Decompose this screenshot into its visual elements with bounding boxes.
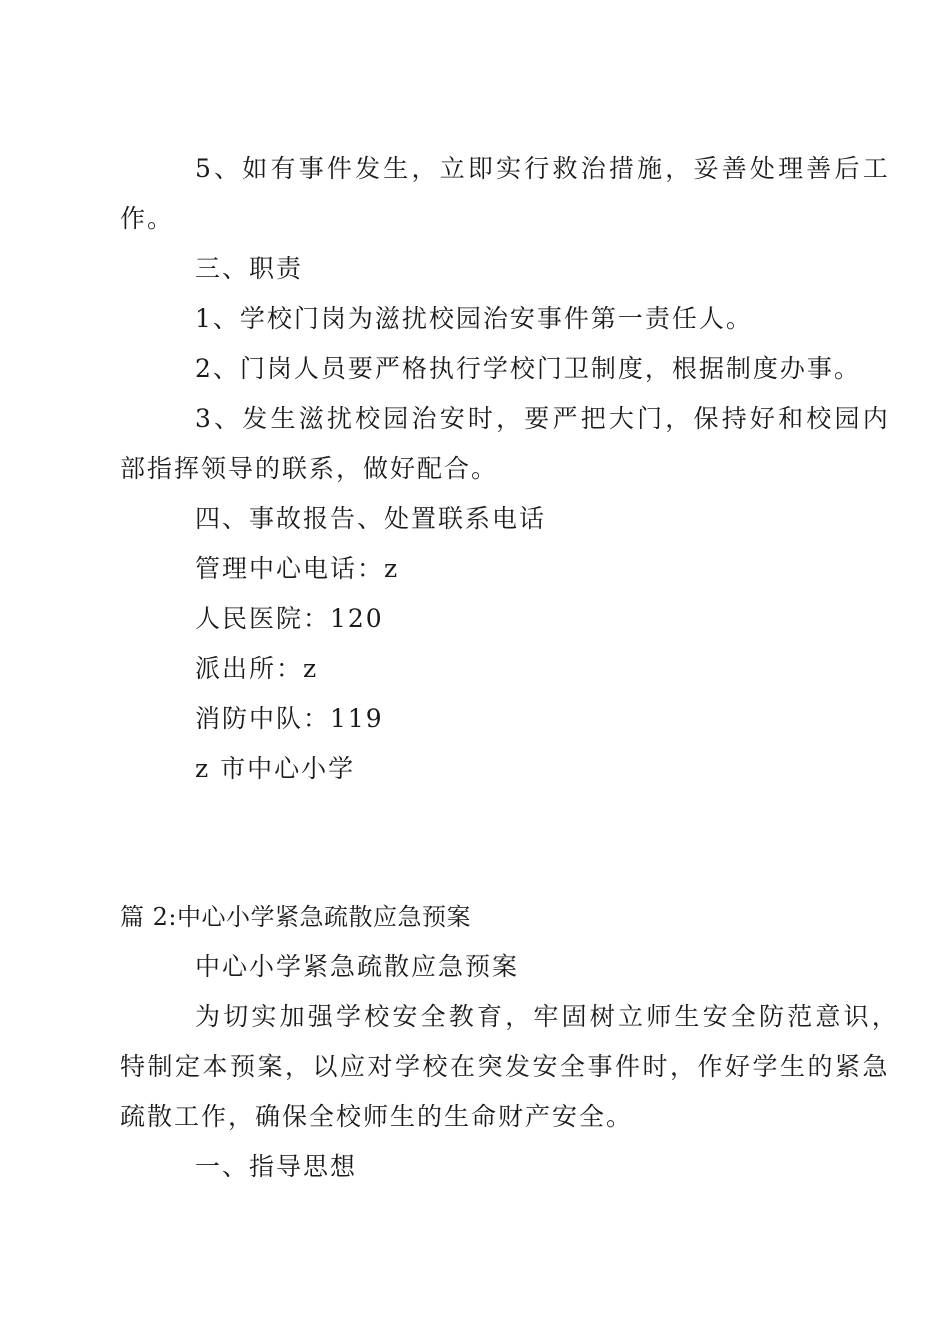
article-title: 篇 2:中心小学紧急疏散应急预案 (120, 903, 471, 931)
item-5-line-2: 作。 (120, 204, 175, 233)
heading-guiding-thought: 一、指导思想 (195, 1152, 358, 1181)
contact-center-phone: 管理中心电话：z (195, 554, 400, 583)
signature-school: z 市中心小学 (195, 754, 356, 783)
contact-hospital-phone: 人民医院：120 (195, 604, 384, 633)
contact-fire-phone: 消防中队：119 (195, 704, 384, 733)
heading-duties: 三、职责 (195, 254, 304, 283)
contact-police-phone: 派出所：z (195, 654, 319, 683)
intro-line-2: 特制定本预案，以应对学校在突发安全事件时，作好学生的紧急 (120, 1052, 891, 1081)
item-5-line-1: 5、如有事件发生，立即实行救治措施，妥善处理善后工 (195, 154, 891, 183)
duty-item-2: 2、门岗人员要严格执行学校门卫制度，根据制度办事。 (195, 354, 861, 383)
duty-item-3-line-2: 部指挥领导的联系，做好配合。 (120, 454, 499, 483)
intro-line-1: 为切实加强学校安全教育，牢固树立师生安全防范意识， (195, 1002, 901, 1031)
duty-item-1: 1、学校门岗为滋扰校园治安事件第一责任人。 (195, 304, 753, 333)
intro-line-3: 疏散工作，确保全校师生的生命财产安全。 (120, 1102, 634, 1131)
duty-item-3-line-1: 3、发生滋扰校园治安时，要严把大门，保持好和校园内 (195, 404, 891, 433)
heading-contacts: 四、事故报告、处置联系电话 (195, 504, 547, 533)
document-title: 中心小学紧急疏散应急预案 (195, 952, 520, 981)
